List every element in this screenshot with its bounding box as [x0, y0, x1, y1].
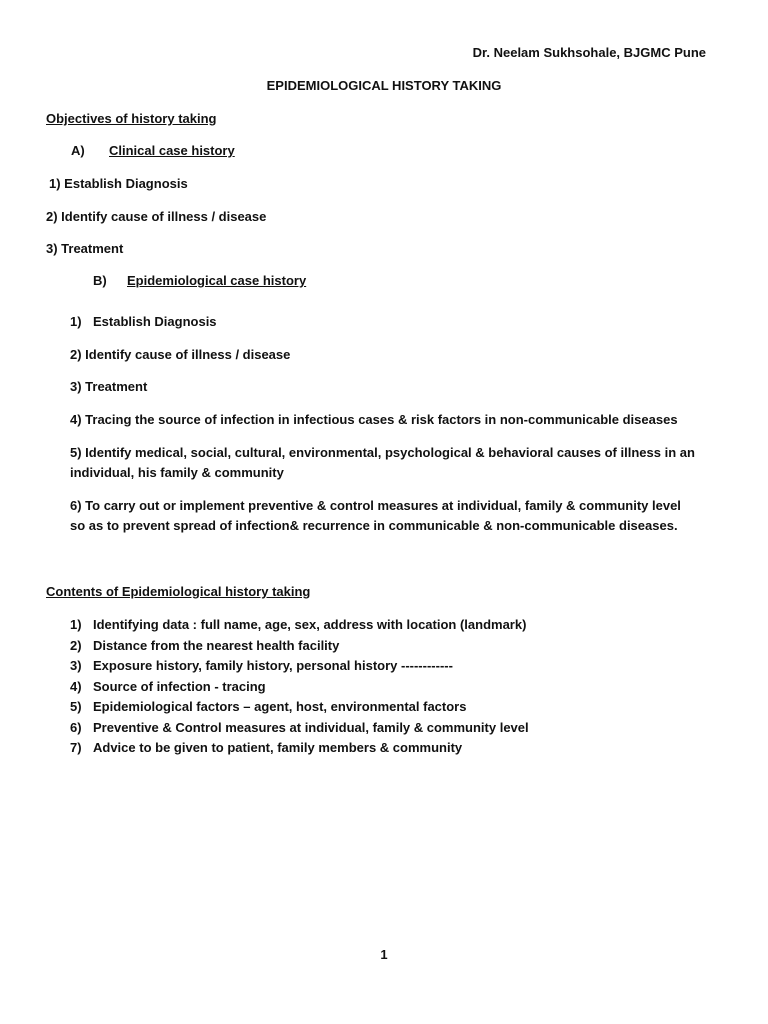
list-item	[70, 677, 529, 698]
list-item-text: Source of infection - tracing	[93, 678, 266, 694]
section-a-item-1: 1) Establish Diagnosis	[49, 176, 188, 191]
list-item-number: 4)	[70, 678, 82, 694]
section-a-marker: A)	[71, 143, 85, 158]
section-b-item-6-line-2: so as to prevent spread of infection& recurrence in communicable & non-communicable diseases.	[70, 518, 678, 533]
section-b-item-1-number: 1)	[70, 314, 82, 329]
list-item	[70, 636, 529, 657]
section-b-item-4: 4) Tracing the source of infection in infectious cases & risk factors in non-communicable diseases	[70, 412, 678, 427]
section-a-title: Clinical case history	[109, 143, 235, 158]
list-item-number: 2)	[70, 637, 82, 653]
section-b-item-5-line-1: 5) Identify medical, social, cultural, environmental, psychological & behavioral causes of illness in an	[70, 445, 695, 460]
list-item	[70, 697, 529, 718]
section-b-item-3: 3) Treatment	[70, 379, 148, 394]
list-item	[70, 738, 529, 759]
list-item-text: Identifying data : full name, age, sex, address with location (landmark)	[93, 617, 527, 632]
page-number: 1	[380, 947, 388, 962]
section-b-item-5-line-2: individual, his family & community	[70, 465, 284, 480]
section-a-item-3: 3) Treatment	[46, 241, 124, 256]
list-item-text: Advice to be given to patient, family members & community	[93, 740, 463, 755]
list-item	[70, 656, 529, 677]
section-b-item-6-line-1: 6) To carry out or implement preventive & control measures at individual, family & community level	[70, 498, 681, 513]
list-item-number: 1)	[70, 617, 82, 632]
contents-list	[70, 615, 529, 759]
list-item-number: 5)	[70, 699, 82, 714]
list-item-number: 3)	[70, 658, 82, 673]
list-item-number: 7)	[70, 740, 82, 755]
section-b-title: Epidemiological case history	[127, 273, 307, 288]
contents-heading: Contents of Epidemiological history taking	[46, 584, 311, 599]
list-item-text: Epidemiological factors – agent, host, environmental factors	[93, 699, 467, 714]
author-header: Dr. Neelam Sukhsohale, BJGMC Pune	[472, 45, 706, 60]
list-item-text: Distance from the nearest health facility	[93, 637, 340, 653]
document-title: EPIDEMIOLOGICAL HISTORY TAKING	[266, 78, 502, 93]
section-b-item-2: 2) Identify cause of illness / disease	[70, 347, 291, 362]
section-b-marker: B)	[93, 273, 107, 288]
list-item	[70, 615, 529, 636]
section-b-item-1-text: Establish Diagnosis	[93, 314, 217, 329]
list-item-text: Preventive & Control measures at individual, family & community level	[93, 719, 529, 735]
list-item-number: 6)	[70, 719, 82, 735]
list-item	[70, 718, 529, 739]
list-item-text: Exposure history, family history, personal history ------------	[93, 658, 453, 673]
section-a-item-2: 2) Identify cause of illness / disease	[46, 209, 267, 224]
objectives-heading: Objectives of history taking	[46, 111, 217, 126]
